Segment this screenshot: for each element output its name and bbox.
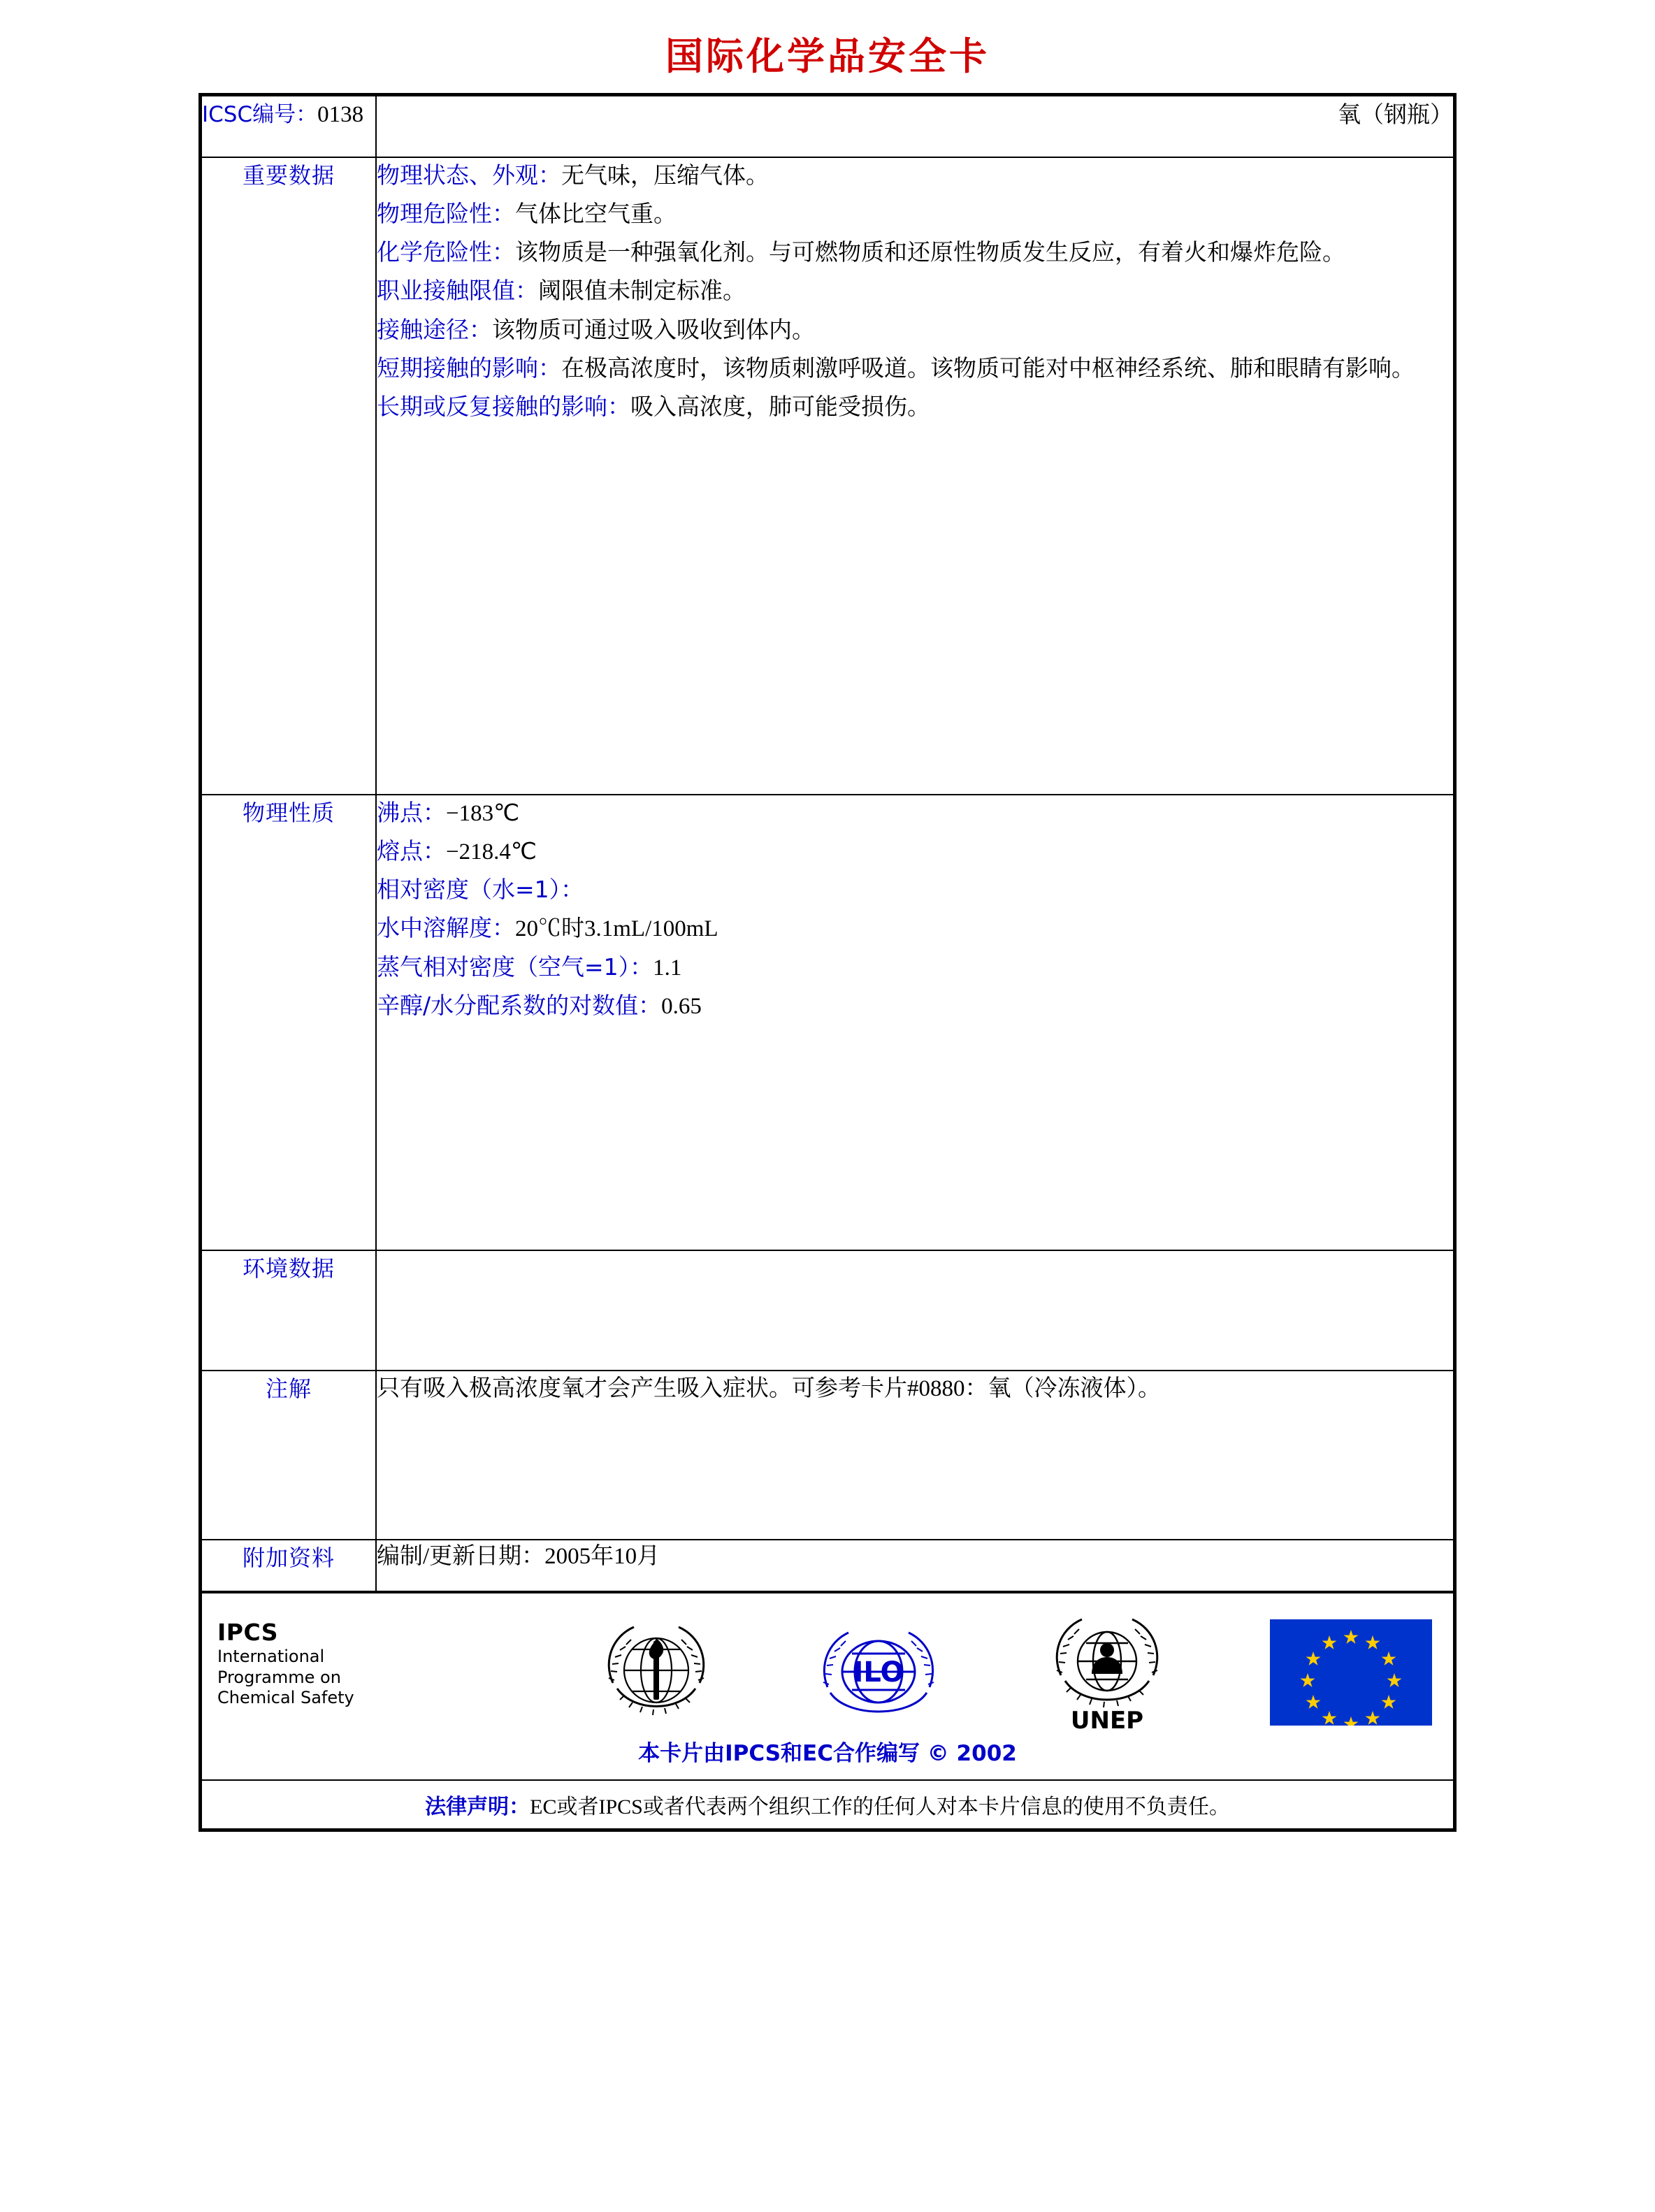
notes-label: 注解: [201, 1371, 376, 1540]
icsc-table: [201, 95, 1454, 1592]
important-data-row: [201, 157, 1454, 795]
prop-value: −183℃: [446, 801, 520, 826]
ilo-logo-caption: ILO: [853, 1656, 904, 1689]
entry-key: 物理状态、外观：: [377, 161, 561, 189]
prop-value: 0.65: [661, 993, 702, 1019]
prop-key: 辛醇/水分配系数的对数值：: [377, 991, 662, 1019]
unep-logo: [1037, 1611, 1177, 1737]
prop-key: 水中溶解度：: [377, 914, 515, 942]
important-data-label: 重要数据: [201, 157, 376, 795]
entry-value: 吸入高浓度，肺可能受损伤。: [630, 394, 930, 420]
legal-notice-text: EC或者IPCS或者代表两个组织工作的任何人对本卡片信息的使用不负责任。: [530, 1795, 1230, 1819]
prop-key: 沸点：: [377, 799, 446, 826]
prop-key: 熔点：: [377, 837, 446, 865]
entry-short-term-effects: [377, 351, 1453, 386]
prop-vapour-density: [377, 950, 1453, 985]
prop-melting-point: [377, 834, 1453, 869]
entry-value: 气体比空气重。: [515, 202, 677, 228]
entry-physical-state: [377, 158, 1453, 194]
entry-value: 无气味，压缩气体。: [561, 164, 769, 189]
prop-boiling-point: [377, 795, 1453, 831]
entry-routes-of-exposure: [377, 312, 1453, 348]
credit-line: 本卡片由IPCS和EC合作编写 © 2002: [638, 1741, 1017, 1766]
prop-relative-density: [377, 872, 1453, 908]
icsc-card: [198, 93, 1457, 1832]
entry-key: 长期或反复接触的影响：: [377, 392, 630, 420]
who-logo: [593, 1613, 719, 1735]
prop-value: 1.1: [653, 955, 682, 981]
ipcs-block: [217, 1619, 354, 1708]
additional-info-content: 编制/更新日期：2005年10月: [376, 1540, 1454, 1591]
ilo-logo: [812, 1620, 945, 1728]
card-header-row: [201, 96, 1454, 157]
entry-long-term-effects: [377, 389, 1453, 425]
physical-properties-row: [201, 795, 1454, 1250]
organizations-band: [201, 1592, 1454, 1781]
entry-occupational-limits: [377, 273, 1453, 309]
page-title: 国际化学品安全卡: [665, 34, 990, 78]
prop-value: 20℃时3.1mL/100mL: [515, 916, 718, 942]
entry-key: 职业接触限值：: [377, 277, 538, 305]
entry-chemical-hazards: [377, 235, 1453, 270]
legal-notice-label: 法律声明：: [425, 1795, 530, 1819]
substance-name: 氧（钢瓶）: [376, 96, 1454, 157]
icsc-number-cell: [201, 96, 376, 157]
unep-logo-caption: UNEP: [1071, 1707, 1144, 1733]
notes-row: [201, 1371, 1454, 1540]
entry-key: 接触途径：: [377, 315, 492, 343]
logo-strip: [593, 1607, 1432, 1740]
physical-properties-label: 物理性质: [201, 795, 376, 1250]
entry-key: 物理危险性：: [377, 200, 515, 228]
entry-value: 在极高浓度时，该物质刺激呼吸道。该物质可能对中枢神经系统、肺和眼睛有影响。: [561, 356, 1415, 382]
ipcs-line-1: International: [217, 1647, 325, 1667]
notes-content: 只有吸入极高浓度氧才会产生吸入症状。可参考卡片#0880：氧（冷冻液体）。: [376, 1371, 1454, 1540]
eu-flag: [1270, 1619, 1432, 1729]
icsc-number-label: ICSC编号：: [202, 102, 318, 127]
ipcs-line-2: Programme on: [217, 1667, 341, 1687]
important-data-content: [376, 157, 1454, 795]
prop-water-solubility: [377, 911, 1453, 946]
prop-key: 相对密度（水=1）：: [377, 876, 584, 904]
entry-key: 短期接触的影响：: [377, 354, 561, 382]
entry-key: 化学危险性：: [377, 238, 515, 266]
additional-info-row: [201, 1540, 1454, 1591]
prop-value: −218.4℃: [446, 839, 537, 865]
environmental-data-row: [201, 1250, 1454, 1371]
icsc-number-value: 0138: [317, 102, 364, 127]
environmental-data-content: [376, 1250, 1454, 1371]
environmental-data-label: 环境数据: [201, 1250, 376, 1371]
entry-value: 该物质是一种强氧化剂。与可燃物质和还原性物质发生反应，有着火和爆炸危险。: [515, 240, 1345, 266]
entry-value: 阈限值未制定标准。: [538, 279, 746, 305]
legal-notice: [201, 1781, 1454, 1830]
additional-info-label: 附加资料: [201, 1540, 376, 1591]
prop-key: 蒸气相对密度（空气=1）：: [377, 953, 653, 981]
prop-logpow: [377, 988, 1453, 1024]
ipcs-abbr: IPCS: [217, 1619, 279, 1646]
physical-properties-content: [376, 795, 1454, 1250]
entry-value: 该物质可通过吸入吸收到体内。: [492, 317, 815, 343]
entry-physical-hazards: [377, 196, 1453, 232]
ipcs-line-3: Chemical Safety: [217, 1687, 354, 1707]
